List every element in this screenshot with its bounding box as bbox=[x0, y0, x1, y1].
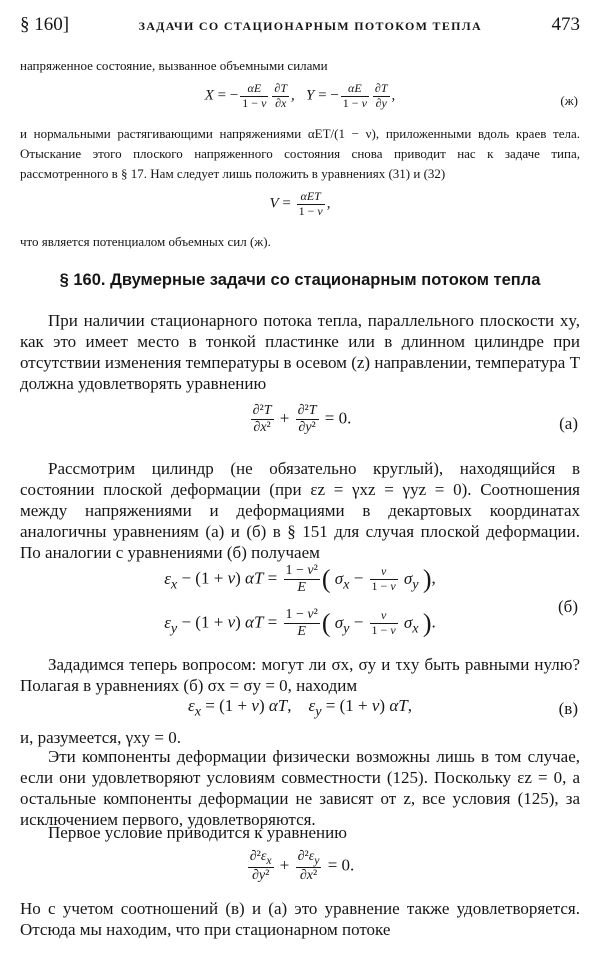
body-paragraph-7: Но с учетом соотношений (в) и (а) это уравнение также удовлетворяется. Отсюда мы находим, что при стационарном потоке bbox=[20, 899, 580, 939]
equation-label-a: (a) bbox=[559, 414, 578, 433]
equation-label-v: (в) bbox=[558, 699, 578, 718]
intro-closing: что является потенциалом объемных сил (ж). bbox=[20, 234, 271, 249]
body-paragraph-6: Первое условие приводится к уравнению bbox=[48, 823, 347, 842]
equation-a: $\frac{\text{∂²T}}{\text{∂x²}}$ + $\frac{\text{∂²T}}{\text{∂y²}}$ = 0. bbox=[252, 403, 352, 436]
body-paragraph-1: При наличии стационарного потока тепла, параллельного плоскости xy, как это имеет место в тонкой пластинке или в длинном цилиндре при отсутствии изменения температуры в осевом (z) направлении, температура T должна удовлетворять уравнению bbox=[20, 311, 580, 393]
equation-compatibility: $\frac{\partial^2\varepsilon_x}{\text{∂y²}}$ + $\frac{\partial^2\varepsilon_y}{\text{∂x²}}$ = 0. bbox=[249, 849, 355, 884]
page-number: 473 bbox=[551, 14, 580, 35]
header-section: § 160] bbox=[20, 14, 70, 35]
book-page bbox=[20, 0, 580, 955]
equation-b-1: $\varepsilon_x - (1 + \nu) \alpha T$ = $\frac{\text{1 − ν²}}{E}$ ( $\sigma_x$ − $\frac{\nu}{1 - \nu}$ $\sigma_y$ ), bbox=[164, 563, 436, 596]
body-paragraph-5: Эти компоненты деформации физически возможны лишь в том случае, если они удовлетворяют условиям совместности (125). Поскольку εz = 0, а остальные компоненты деформации не зависят от z, все условия (125), за исключением первого, удовлетворяются. bbox=[20, 747, 580, 829]
running-header bbox=[20, 14, 580, 40]
equation-v: $\varepsilon_x = (1 + \nu)$ αT, $\varepsilon_y = (1 + \nu)$ αT, bbox=[188, 696, 412, 720]
equation-b-2: $\varepsilon_y - (1 + \nu) \alpha T$ = $\frac{\text{1 − ν²}}{E}$ ( $\sigma_y$ − $\frac{\nu}{1 - \nu}$ $\sigma_x$ ). bbox=[164, 607, 436, 640]
section-heading: § 160. Двумерные задачи со стационарным потоком тепла bbox=[59, 271, 541, 289]
header-title: ЗАДАЧИ СО СТАЦИОНАРНЫМ ПОТОКОМ ТЕПЛА bbox=[138, 19, 482, 33]
intro-line: напряженное состояние, вызванное объемными силами bbox=[20, 58, 328, 73]
intro-paragraph: и нормальными растягивающими напряжениями αET/(1 − ν), приложенными вдоль краев тела. Отыскание этого плоского напряженного состояния снова приводит нас к задаче типа, рассмотренного в § 17. Нам следует лишь положить в уравнениях (31) и (32) bbox=[20, 126, 580, 181]
body-paragraph-2: Рассмотрим цилиндр (не обязательно круглый), находящийся в состоянии плоской деформации (при εz = γxz = γyz = 0). Соотношения между напряжениями и деформациями в декартовых координатах аналогичны уравнениям (а) и (б) в § 151 для случая плоской деформации. По аналогии с уравнениями (б) получаем bbox=[20, 459, 580, 562]
equation-zh: X = − $\frac{\alpha E}{1 - \nu}$ $\frac{\partial T}{\partial x}$ , Y = − $\frac{\alpha E}{1 - \nu}$ $\frac{\partial T}{\partial y}$ , bbox=[204, 81, 396, 110]
equation-label-zh: (ж) bbox=[560, 93, 578, 108]
equation-potential: V = $\frac{\text{αET}}{1 - \nu}$ , bbox=[269, 189, 331, 218]
body-paragraph-3: Зададимся теперь вопросом: могут ли σx, σy и τxy быть равными нулю? Полагая в уравнениях (б) σx = σy = 0, находим bbox=[20, 655, 580, 695]
body-paragraph-4: и, разумеется, γxy = 0. bbox=[20, 728, 181, 747]
equation-label-b: (б) bbox=[558, 597, 578, 616]
